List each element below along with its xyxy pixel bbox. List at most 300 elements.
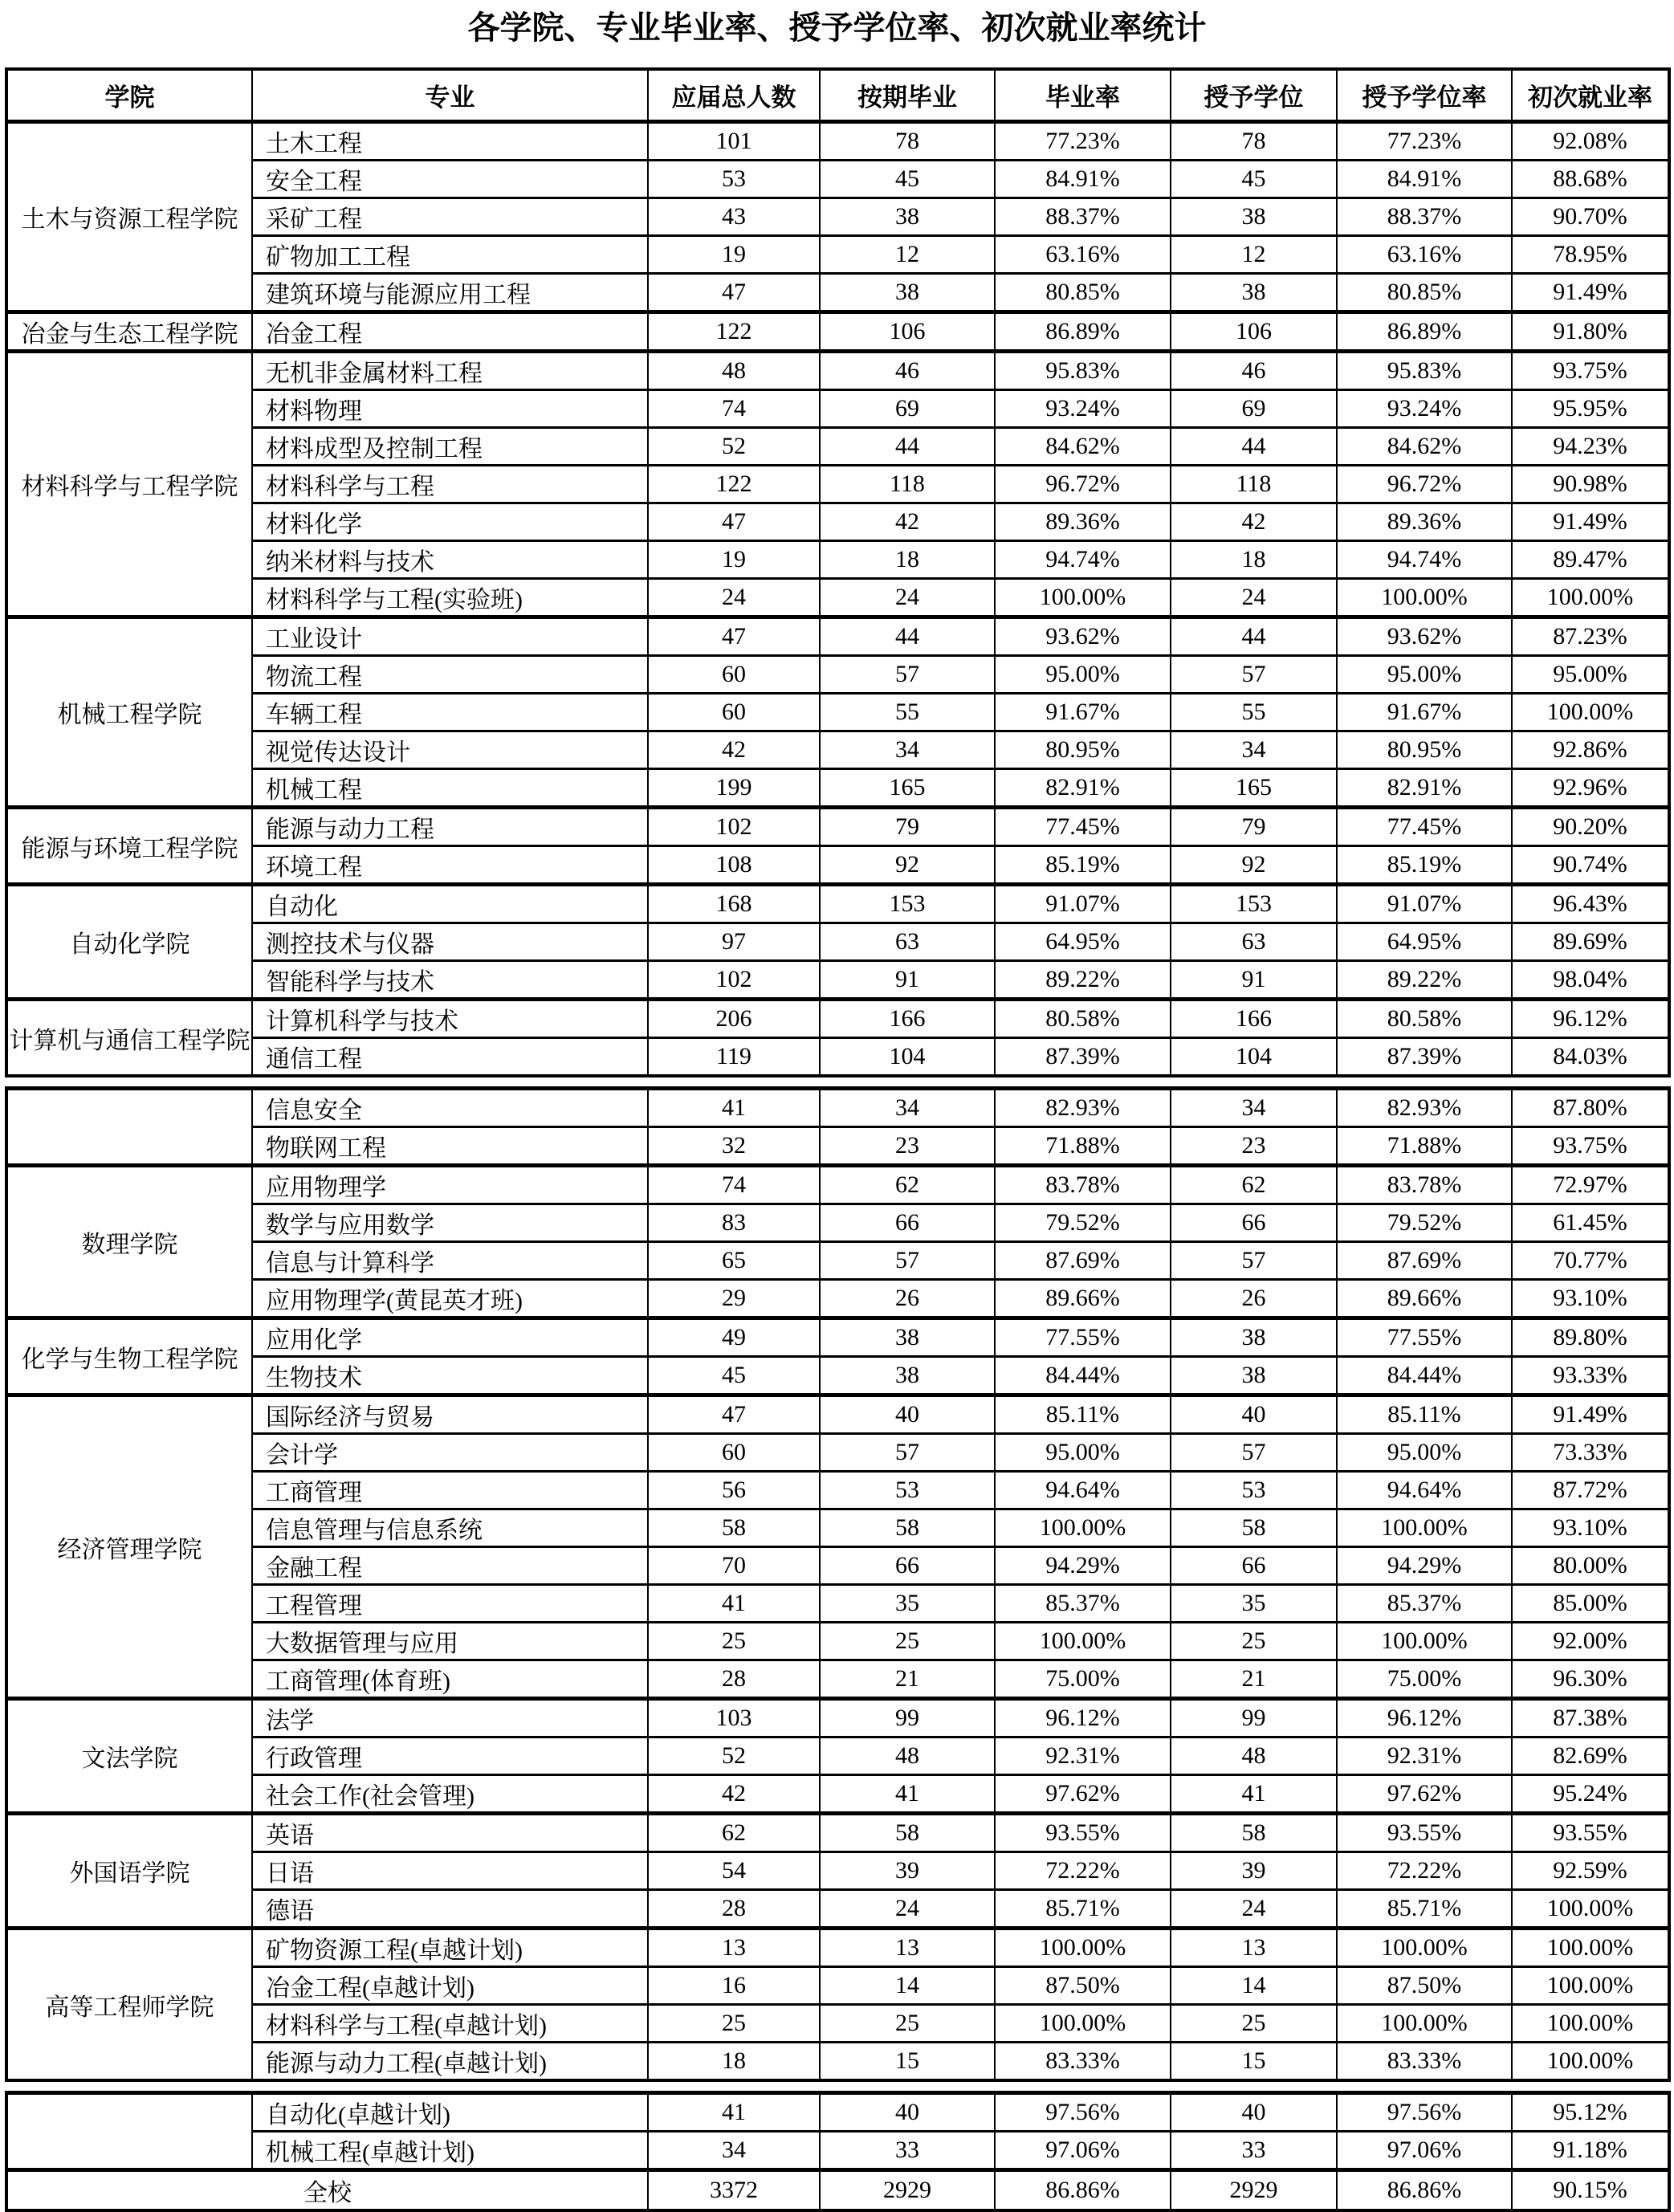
value-cell: 25 [820, 1623, 995, 1660]
value-cell: 166 [1171, 1000, 1337, 1038]
college-cell: 文法学院 [6, 1699, 252, 1814]
value-cell: 87.50% [995, 1967, 1171, 2005]
value-cell: 90.74% [1512, 846, 1669, 885]
college-cell: 机械工程学院 [6, 617, 252, 808]
value-cell: 87.50% [1337, 1967, 1512, 2005]
college-cell [6, 1089, 252, 1166]
table-row [6, 1127, 1669, 1166]
table-row [6, 541, 1669, 579]
value-cell: 92.59% [1512, 1852, 1669, 1890]
value-cell: 89.36% [995, 503, 1171, 541]
value-cell: 40 [1171, 1395, 1337, 1434]
college-cell: 高等工程师学院 [6, 1929, 252, 2081]
value-cell: 91.18% [1512, 2132, 1669, 2170]
value-cell: 84.03% [1512, 1038, 1669, 1077]
value-cell: 40 [820, 1395, 995, 1434]
value-cell: 57 [1171, 1242, 1337, 1280]
value-cell: 94.29% [995, 1547, 1171, 1585]
value-cell: 12 [1171, 236, 1337, 274]
table-row [6, 1852, 1669, 1890]
major-cell: 金融工程 [252, 1547, 648, 1585]
value-cell: 94.64% [995, 1472, 1171, 1509]
table-row [6, 1585, 1669, 1623]
value-cell: 61.45% [1512, 1204, 1669, 1242]
value-cell: 206 [648, 1000, 820, 1038]
value-cell: 100.00% [1337, 1929, 1512, 1967]
major-cell: 土木工程 [252, 122, 648, 161]
value-cell: 72.22% [995, 1852, 1171, 1890]
major-cell: 材料科学与工程 [252, 466, 648, 503]
value-cell: 78.95% [1512, 236, 1669, 274]
value-cell: 93.75% [1512, 352, 1669, 390]
value-cell: 60 [648, 694, 820, 731]
college-cell: 化学与生物工程学院 [6, 1318, 252, 1395]
value-cell: 91.80% [1512, 312, 1669, 352]
major-cell: 材料科学与工程(实验班) [252, 579, 648, 617]
value-cell: 88.37% [1337, 198, 1512, 236]
value-cell: 66 [1171, 1547, 1337, 1585]
table-row [6, 198, 1669, 236]
value-cell: 95.24% [1512, 1775, 1669, 1814]
value-cell: 100.00% [995, 1509, 1171, 1547]
stats-table-section-1 [5, 67, 1671, 1077]
value-cell: 23 [1171, 1127, 1337, 1166]
table-row [6, 1814, 1669, 1852]
value-cell: 48 [1171, 1737, 1337, 1775]
value-cell: 96.30% [1512, 1660, 1669, 1699]
value-cell: 49 [648, 1318, 820, 1357]
value-cell: 103 [648, 1699, 820, 1737]
value-cell: 24 [1171, 1890, 1337, 1929]
value-cell: 44 [820, 617, 995, 656]
value-cell: 53 [648, 161, 820, 198]
value-cell: 29 [648, 1280, 820, 1318]
table-row [6, 694, 1669, 731]
college-cell: 自动化学院 [6, 885, 252, 1000]
value-cell: 45 [648, 1357, 820, 1395]
page-title: 各学院、专业毕业率、授予学位率、初次就业率统计 [467, 10, 1207, 46]
value-cell: 89.66% [1337, 1280, 1512, 1318]
table-header-row [6, 69, 1669, 122]
table-row [6, 428, 1669, 466]
table-row [6, 1242, 1669, 1280]
major-cell: 矿物加工工程 [252, 236, 648, 274]
value-cell: 19 [648, 236, 820, 274]
value-cell: 84.91% [995, 161, 1171, 198]
value-cell: 83.33% [995, 2043, 1171, 2081]
value-cell: 38 [820, 1357, 995, 1395]
value-cell: 57 [1171, 1434, 1337, 1472]
major-cell: 智能科学与技术 [252, 961, 648, 1000]
major-cell: 环境工程 [252, 846, 648, 885]
table-row [6, 846, 1669, 885]
value-cell: 83.78% [1337, 1166, 1512, 1204]
value-cell: 100.00% [1512, 694, 1669, 731]
table-row [6, 1089, 1669, 1127]
major-cell: 应用物理学 [252, 1166, 648, 1204]
value-cell: 95.95% [1512, 390, 1669, 428]
value-cell: 87.23% [1512, 617, 1669, 656]
major-cell: 材料科学与工程(卓越计划) [252, 2005, 648, 2043]
college-cell: 经济管理学院 [6, 1395, 252, 1699]
value-cell: 100.00% [1337, 579, 1512, 617]
table-row [6, 1775, 1669, 1814]
value-cell: 96.12% [1512, 1000, 1669, 1038]
major-cell: 应用化学 [252, 1318, 648, 1357]
major-cell: 材料化学 [252, 503, 648, 541]
major-cell: 无机非金属材料工程 [252, 352, 648, 390]
value-cell: 106 [1171, 312, 1337, 352]
table-row [6, 1509, 1669, 1547]
major-cell: 社会工作(社会管理) [252, 1775, 648, 1814]
value-cell: 65 [648, 1242, 820, 1280]
major-cell: 日语 [252, 1852, 648, 1890]
value-cell: 69 [1171, 390, 1337, 428]
value-cell: 35 [1171, 1585, 1337, 1623]
value-cell: 25 [648, 1623, 820, 1660]
value-cell: 100.00% [1512, 579, 1669, 617]
value-cell: 62 [648, 1814, 820, 1852]
value-cell: 18 [1171, 541, 1337, 579]
value-cell: 15 [820, 2043, 995, 2081]
value-cell: 87.69% [995, 1242, 1171, 1280]
value-cell: 118 [1171, 466, 1337, 503]
value-cell: 87.69% [1337, 1242, 1512, 1280]
college-cell: 计算机与通信工程学院 [6, 1000, 252, 1077]
value-cell: 93.62% [995, 617, 1171, 656]
value-cell: 92.86% [1512, 731, 1669, 769]
value-cell: 89.66% [995, 1280, 1171, 1318]
value-cell: 80.95% [1337, 731, 1512, 769]
stats-table-section-2 [5, 1086, 1671, 2082]
major-cell: 自动化(卓越计划) [252, 2093, 648, 2132]
value-cell: 91.49% [1512, 1395, 1669, 1434]
value-cell: 96.12% [995, 1699, 1171, 1737]
value-cell: 55 [820, 694, 995, 731]
value-cell: 199 [648, 769, 820, 808]
major-cell: 机械工程 [252, 769, 648, 808]
value-cell: 85.71% [995, 1890, 1171, 1929]
col-header-4: 按期毕业 [820, 69, 995, 122]
value-cell: 80.58% [1337, 1000, 1512, 1038]
major-cell: 生物技术 [252, 1357, 648, 1395]
table-row [6, 1660, 1669, 1699]
value-cell: 100.00% [995, 1929, 1171, 1967]
table-row [6, 2132, 1669, 2170]
value-cell: 38 [820, 1318, 995, 1357]
major-cell: 数学与应用数学 [252, 1204, 648, 1242]
major-cell: 材料物理 [252, 390, 648, 428]
value-cell: 97.56% [995, 2093, 1171, 2132]
value-cell: 13 [820, 1929, 995, 1967]
major-cell: 通信工程 [252, 1038, 648, 1077]
value-cell: 66 [1171, 1204, 1337, 1242]
value-cell: 34 [648, 2132, 820, 2170]
total-value-cell: 2929 [1171, 2170, 1337, 2210]
table-row [6, 769, 1669, 808]
major-cell: 建筑环境与能源应用工程 [252, 274, 648, 312]
value-cell: 85.11% [1337, 1395, 1512, 1434]
value-cell: 89.69% [1512, 923, 1669, 961]
value-cell: 93.24% [1337, 390, 1512, 428]
value-cell: 92 [820, 846, 995, 885]
value-cell: 34 [1171, 1089, 1337, 1127]
value-cell: 82.69% [1512, 1737, 1669, 1775]
table-host [0, 67, 1674, 2212]
value-cell: 90.20% [1512, 808, 1669, 846]
table-row [6, 1547, 1669, 1585]
table-row [6, 1699, 1669, 1737]
table-row [6, 579, 1669, 617]
value-cell: 100.00% [995, 1623, 1171, 1660]
value-cell: 43 [648, 198, 820, 236]
value-cell: 38 [1171, 274, 1337, 312]
value-cell: 85.71% [1337, 1890, 1512, 1929]
major-cell: 工业设计 [252, 617, 648, 656]
value-cell: 92.96% [1512, 769, 1669, 808]
value-cell: 71.88% [995, 1127, 1171, 1166]
value-cell: 80.00% [1512, 1547, 1669, 1585]
value-cell: 84.91% [1337, 161, 1512, 198]
table-row [6, 2043, 1669, 2081]
value-cell: 118 [820, 466, 995, 503]
value-cell: 165 [1171, 769, 1337, 808]
value-cell: 91 [820, 961, 995, 1000]
value-cell: 75.00% [995, 1660, 1171, 1699]
value-cell: 95.00% [995, 1434, 1171, 1472]
col-header-2: 专业 [252, 69, 648, 122]
value-cell: 85.19% [995, 846, 1171, 885]
value-cell: 94.74% [1337, 541, 1512, 579]
value-cell: 82.93% [1337, 1089, 1512, 1127]
value-cell: 26 [820, 1280, 995, 1318]
value-cell: 100.00% [1512, 1890, 1669, 1929]
table-row [6, 122, 1669, 161]
major-cell: 安全工程 [252, 161, 648, 198]
value-cell: 80.58% [995, 1000, 1171, 1038]
value-cell: 92.31% [995, 1737, 1171, 1775]
value-cell: 79.52% [1337, 1204, 1512, 1242]
table-row [6, 1038, 1669, 1077]
value-cell: 100.00% [1512, 1967, 1669, 2005]
value-cell: 26 [1171, 1280, 1337, 1318]
college-cell: 冶金与生态工程学院 [6, 312, 252, 352]
value-cell: 40 [820, 2093, 995, 2132]
value-cell: 98.04% [1512, 961, 1669, 1000]
value-cell: 97 [648, 923, 820, 961]
value-cell: 60 [648, 656, 820, 694]
value-cell: 90.70% [1512, 198, 1669, 236]
value-cell: 58 [820, 1814, 995, 1852]
value-cell: 47 [648, 503, 820, 541]
value-cell: 48 [820, 1737, 995, 1775]
value-cell: 58 [1171, 1814, 1337, 1852]
value-cell: 28 [648, 1660, 820, 1699]
value-cell: 33 [1171, 2132, 1337, 2170]
value-cell: 95.00% [1337, 1434, 1512, 1472]
value-cell: 91.49% [1512, 274, 1669, 312]
value-cell: 47 [648, 274, 820, 312]
value-cell: 91.07% [1337, 885, 1512, 923]
value-cell: 82.91% [995, 769, 1171, 808]
total-value-cell: 2929 [820, 2170, 995, 2210]
value-cell: 38 [1171, 1357, 1337, 1395]
table-row [6, 923, 1669, 961]
value-cell: 39 [1171, 1852, 1337, 1890]
value-cell: 33 [820, 2132, 995, 2170]
major-cell: 行政管理 [252, 1737, 648, 1775]
value-cell: 64.95% [995, 923, 1171, 961]
value-cell: 42 [820, 503, 995, 541]
value-cell: 100.00% [1337, 1509, 1512, 1547]
college-cell: 材料科学与工程学院 [6, 352, 252, 617]
value-cell: 41 [648, 2093, 820, 2132]
value-cell: 54 [648, 1852, 820, 1890]
value-cell: 24 [648, 579, 820, 617]
value-cell: 93.10% [1512, 1280, 1669, 1318]
value-cell: 91.67% [1337, 694, 1512, 731]
value-cell: 106 [820, 312, 995, 352]
value-cell: 91 [1171, 961, 1337, 1000]
table-row [6, 1000, 1669, 1038]
value-cell: 58 [648, 1509, 820, 1547]
value-cell: 57 [820, 1434, 995, 1472]
value-cell: 95.00% [995, 656, 1171, 694]
value-cell: 100.00% [1512, 1929, 1669, 1967]
major-cell: 物流工程 [252, 656, 648, 694]
major-cell: 工程管理 [252, 1585, 648, 1623]
value-cell: 28 [648, 1890, 820, 1929]
value-cell: 79 [1171, 808, 1337, 846]
value-cell: 95.83% [1337, 352, 1512, 390]
value-cell: 100.00% [995, 2005, 1171, 2043]
value-cell: 92.08% [1512, 122, 1669, 161]
value-cell: 83.78% [995, 1166, 1171, 1204]
value-cell: 56 [648, 1472, 820, 1509]
value-cell: 79 [820, 808, 995, 846]
table-row [6, 1395, 1669, 1434]
value-cell: 45 [1171, 161, 1337, 198]
total-label: 全校 [6, 2170, 648, 2210]
value-cell: 94.74% [995, 541, 1171, 579]
major-cell: 矿物资源工程(卓越计划) [252, 1929, 648, 1967]
table-row [6, 1929, 1669, 1967]
value-cell: 77.55% [1337, 1318, 1512, 1357]
table-row [6, 731, 1669, 769]
value-cell: 85.37% [1337, 1585, 1512, 1623]
value-cell: 91.49% [1512, 503, 1669, 541]
value-cell: 92 [1171, 846, 1337, 885]
value-cell: 89.36% [1337, 503, 1512, 541]
value-cell: 41 [820, 1775, 995, 1814]
value-cell: 25 [820, 2005, 995, 2043]
value-cell: 41 [648, 1585, 820, 1623]
value-cell: 57 [820, 656, 995, 694]
value-cell: 92.00% [1512, 1623, 1669, 1660]
major-cell: 自动化 [252, 885, 648, 923]
total-value-cell: 3372 [648, 2170, 820, 2210]
value-cell: 38 [1171, 1318, 1337, 1357]
table-row [6, 2005, 1669, 2043]
value-cell: 66 [820, 1547, 995, 1585]
value-cell: 94.29% [1337, 1547, 1512, 1585]
major-cell: 信息管理与信息系统 [252, 1509, 648, 1547]
value-cell: 95.00% [1337, 656, 1512, 694]
major-cell: 测控技术与仪器 [252, 923, 648, 961]
value-cell: 104 [820, 1038, 995, 1077]
value-cell: 38 [1171, 198, 1337, 236]
major-cell: 纳米材料与技术 [252, 541, 648, 579]
value-cell: 80.95% [995, 731, 1171, 769]
value-cell: 47 [648, 617, 820, 656]
value-cell: 85.19% [1337, 846, 1512, 885]
major-cell: 大数据管理与应用 [252, 1623, 648, 1660]
value-cell: 46 [1171, 352, 1337, 390]
value-cell: 79.52% [995, 1204, 1171, 1242]
table-row [6, 1472, 1669, 1509]
col-header-3: 应届总人数 [648, 69, 820, 122]
value-cell: 75.00% [1337, 1660, 1512, 1699]
value-cell: 63.16% [1337, 236, 1512, 274]
value-cell: 89.80% [1512, 1318, 1669, 1357]
col-header-5: 毕业率 [995, 69, 1171, 122]
value-cell: 63 [1171, 923, 1337, 961]
value-cell: 63 [820, 923, 995, 961]
value-cell: 25 [648, 2005, 820, 2043]
major-cell: 采矿工程 [252, 198, 648, 236]
value-cell: 168 [648, 885, 820, 923]
major-cell: 英语 [252, 1814, 648, 1852]
value-cell: 13 [1171, 1929, 1337, 1967]
value-cell: 44 [1171, 428, 1337, 466]
value-cell: 60 [648, 1434, 820, 1472]
table-row [6, 390, 1669, 428]
value-cell: 24 [1171, 579, 1337, 617]
col-header-6: 授予学位 [1171, 69, 1337, 122]
major-cell: 工商管理(体育班) [252, 1660, 648, 1699]
value-cell: 77.45% [1337, 808, 1512, 846]
value-cell: 99 [1171, 1699, 1337, 1737]
value-cell: 89.22% [1337, 961, 1512, 1000]
table-row [6, 656, 1669, 694]
major-cell: 机械工程(卓越计划) [252, 2132, 648, 2170]
value-cell: 84.62% [995, 428, 1171, 466]
value-cell: 80.85% [995, 274, 1171, 312]
value-cell: 69 [820, 390, 995, 428]
value-cell: 97.56% [1337, 2093, 1512, 2132]
value-cell: 41 [648, 1089, 820, 1127]
major-cell: 信息安全 [252, 1089, 648, 1127]
value-cell: 77.23% [995, 122, 1171, 161]
value-cell: 12 [820, 236, 995, 274]
value-cell: 93.24% [995, 390, 1171, 428]
value-cell: 74 [648, 1166, 820, 1204]
value-cell: 96.12% [1337, 1699, 1512, 1737]
table-row [6, 1318, 1669, 1357]
value-cell: 58 [820, 1509, 995, 1547]
college-cell: 能源与环境工程学院 [6, 808, 252, 885]
table-row [6, 1204, 1669, 1242]
value-cell: 94.23% [1512, 428, 1669, 466]
value-cell: 96.72% [995, 466, 1171, 503]
value-cell: 165 [820, 769, 995, 808]
value-cell: 48 [648, 352, 820, 390]
value-cell: 93.33% [1512, 1357, 1669, 1395]
value-cell: 38 [820, 198, 995, 236]
table-row [6, 1280, 1669, 1318]
major-cell: 法学 [252, 1699, 648, 1737]
value-cell: 95.12% [1512, 2093, 1669, 2132]
